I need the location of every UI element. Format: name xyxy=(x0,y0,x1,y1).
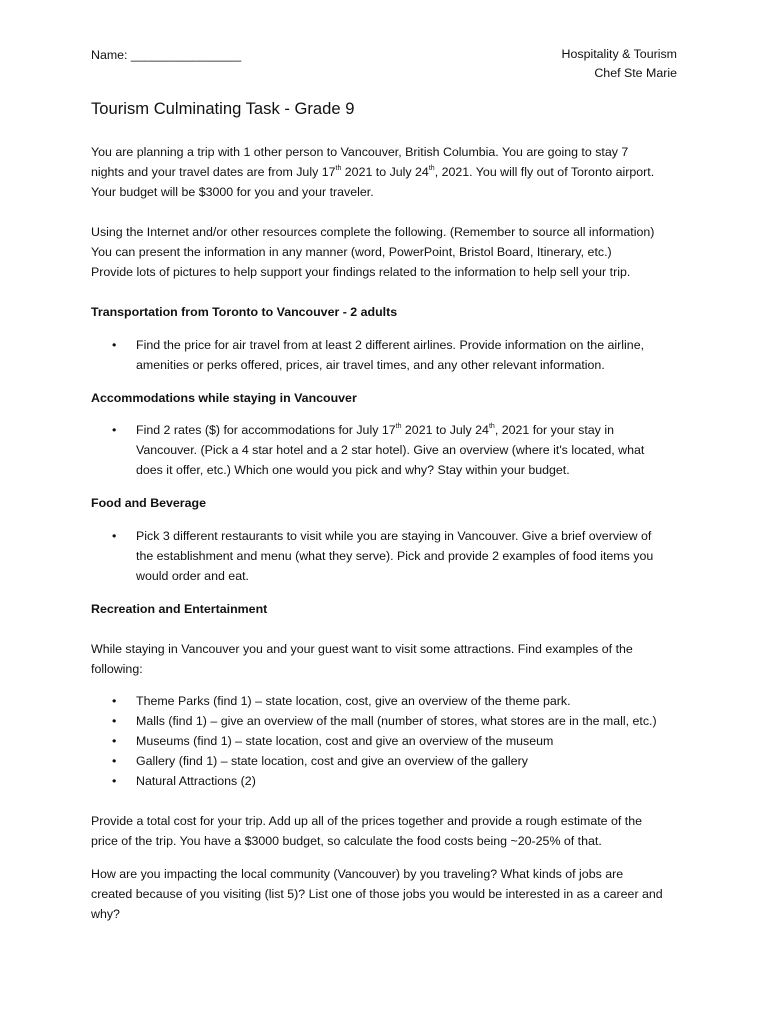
instruction-line: You can present the information in any manner (word, PowerPoint, Bristol Board, Itinerary, etc.) xyxy=(91,245,612,259)
instruction-line: Using the Internet and/or other resources complete the following. (Remember to source all information) xyxy=(91,225,655,239)
bullet-icon: • xyxy=(112,714,117,728)
impact-paragraph: How are you impacting the local community (Vancouver) by you traveling? What kinds of jobs are created because of you visiting (list 5)? List one of those jobs you would be interested in as a career and why? xyxy=(91,867,663,921)
accommodations-heading: Accommodations while staying in Vancouver xyxy=(91,391,357,405)
intro-paragraph xyxy=(91,142,691,202)
list-item: • Pick 3 different restaurants to visit while you are staying in Vancouver. Give a brief overview of the establishment and menu (what they serve). Pick and provide 2 examples of food items you would order and eat. xyxy=(91,526,691,586)
transport-list xyxy=(91,335,691,375)
list-item: • Gallery (find 1) – state location, cost and give an overview of the gallery xyxy=(91,751,691,771)
bullet-icon: • xyxy=(112,754,117,768)
list-item: • Museums (find 1) – state location, cost and give an overview of the museum xyxy=(91,731,691,751)
accommodations-list xyxy=(91,420,691,480)
bullet-icon: • xyxy=(112,774,117,788)
list-item: • Find the price for air travel from at least 2 different airlines. Provide information on the airline, amenities or perks offered, prices, air travel times, and any other relevant information. xyxy=(91,335,691,375)
list-item: • Theme Parks (find 1) – state location, cost, give an overview of the theme park. xyxy=(91,691,691,711)
course-header xyxy=(562,45,677,83)
food-list xyxy=(91,526,691,586)
list-item: • Natural Attractions (2) xyxy=(91,771,691,791)
instructions-paragraph xyxy=(91,222,691,282)
attractions-list xyxy=(91,691,691,791)
instruction-line: Provide lots of pictures to help support your findings related to the information to help sell your trip. xyxy=(91,265,631,279)
intro-line: nights and your travel dates are from July 17th 2021 to July 24th, 2021. You will fly out of Toronto airport. xyxy=(91,165,655,179)
food-heading: Food and Beverage xyxy=(91,496,206,510)
bullet-icon: • xyxy=(112,338,117,352)
transport-heading: Transportation from Toronto to Vancouver - 2 adults xyxy=(91,305,398,319)
teacher-name: Chef Ste Marie xyxy=(594,66,677,80)
bullet-icon: • xyxy=(112,529,117,543)
cost-paragraph: Provide a total cost for your trip. Add up all of the prices together and provide a rough estimate of the price of the trip. You have a $3000 budget, so calculate the food costs being ~20-25% of that. xyxy=(91,814,643,848)
name-line: Name: ________________ xyxy=(91,48,242,62)
course-name: Hospitality & Tourism xyxy=(561,47,677,61)
bullet-icon: • xyxy=(112,694,117,708)
bullet-icon: • xyxy=(112,734,117,748)
bullet-icon: • xyxy=(112,423,117,437)
list-item: • Find 2 rates ($) for accommodations for July 17th 2021 to July 24th, 2021 for your stay in Vancouver. (Pick a 4 star hotel and a 2 star hotel). Give an overview (where it's located, what does it offer, etc.) Which one would you pick and why? Stay within your budget. xyxy=(91,420,691,480)
intro-line: Your budget will be $3000 for you and your traveler. xyxy=(91,185,374,199)
recreation-heading: Recreation and Entertainment xyxy=(91,602,268,616)
recreation-paragraph: While staying in Vancouver you and your guest want to visit some attractions. Find examples of the following: xyxy=(91,642,633,676)
list-item: • Malls (find 1) – give an overview of the mall (number of stores, what stores are in the mall, etc.) xyxy=(91,711,691,731)
page-title: Tourism Culminating Task - Grade 9 xyxy=(91,99,355,118)
intro-line: You are planning a trip with 1 other person to Vancouver, British Columbia. You are going to stay 7 xyxy=(91,145,629,159)
